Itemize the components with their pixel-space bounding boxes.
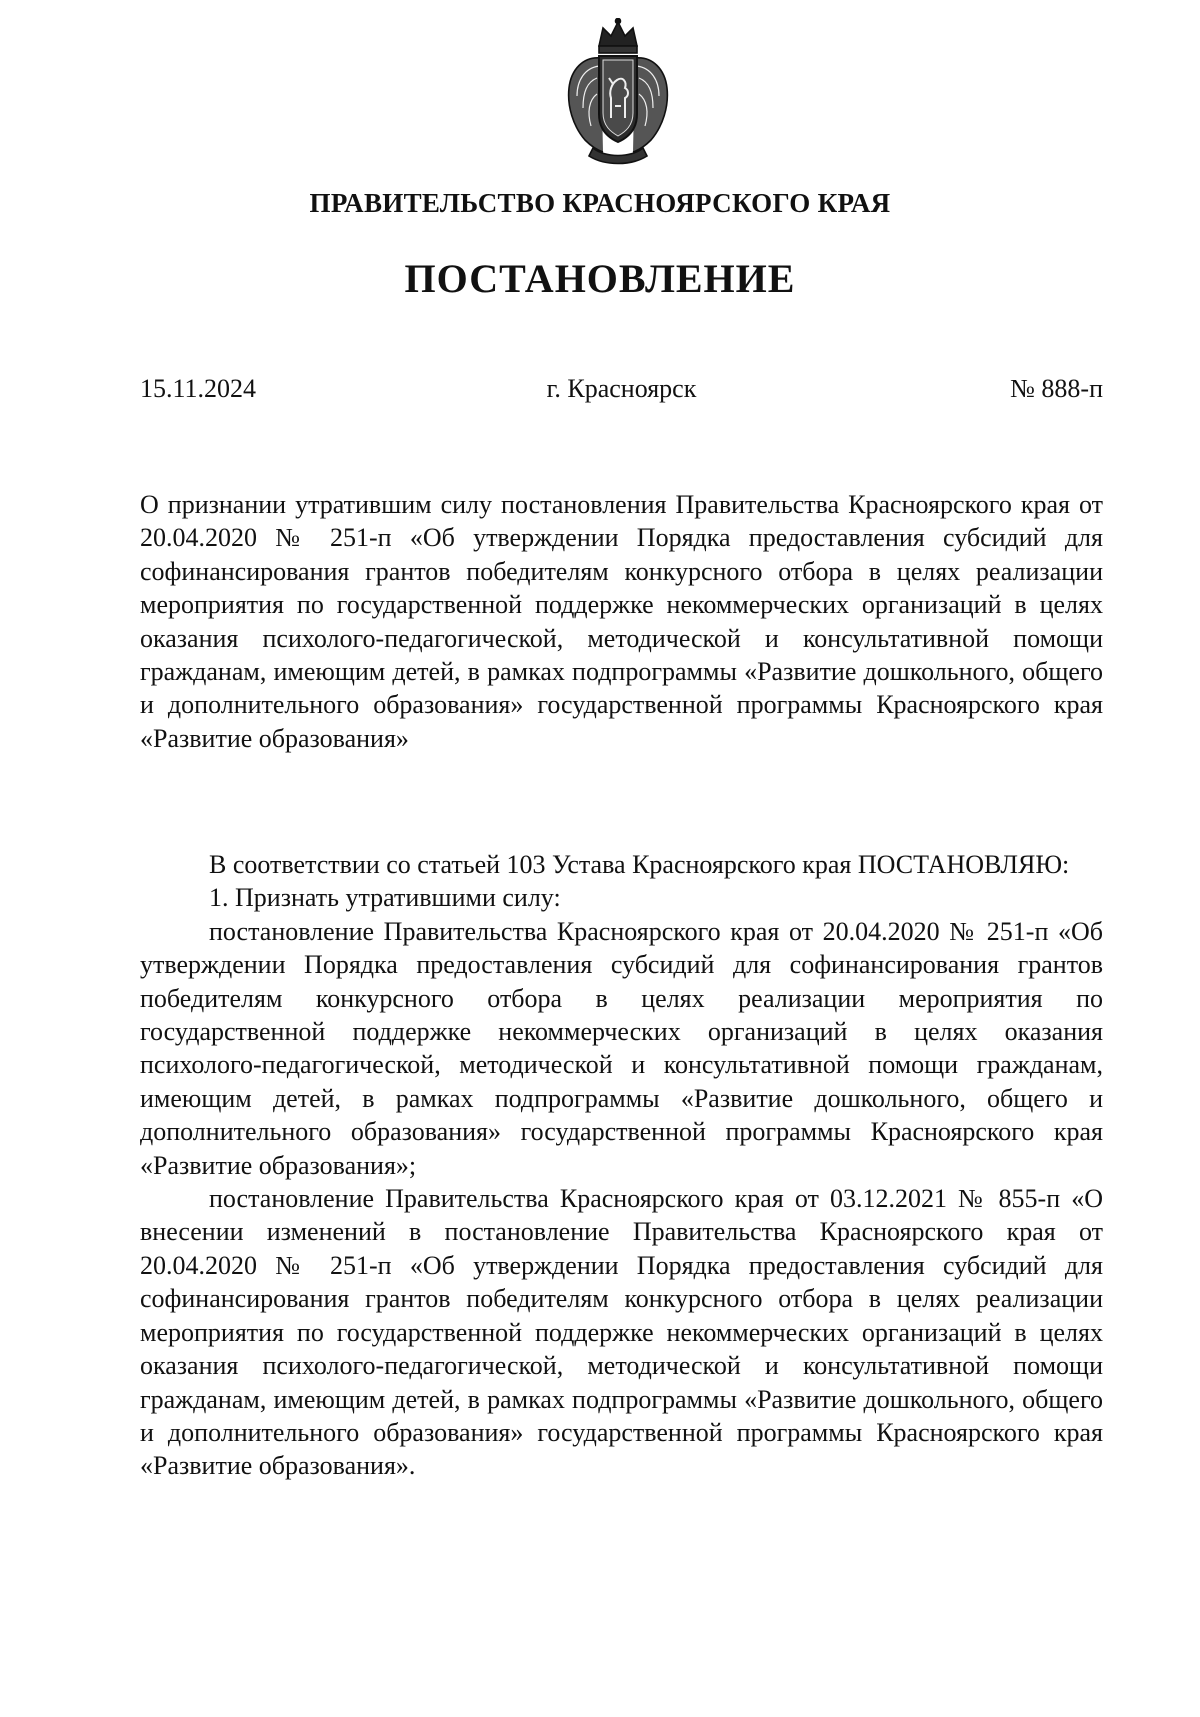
document-city: г. Красноярск xyxy=(546,374,697,403)
repealed-act-1-paragraph: постановление Правительства Красноярского края от 20.04.2020 № 251-п «Об утверждении Порядка предоставления субсидий для софинансирования грантов победителям конкурсного отбора в целях реализации мероприятия по государственной поддержке некоммерческих организаций в целях оказания психолого-педагогической, методической и консультативной помощи гражданам, имеющим детей, в рамках подпрограммы «Развитие дошкольного, общего и дополнительного образования» государственной программы Красноярского края «Развитие образования»; xyxy=(140,916,1103,1180)
subject-text: О признании утратившим силу постановления Правительства Красноярского края от 20.04.2020 № 251-п «Об утверждении Порядка предоставления субсидий для софинансирования грантов победителям конкурсного отбора в целях реализации мероприятия по государственной поддержке некоммерческих организаций в целях оказания психолого-педагогической, методической и консультативной помощи гражданам, имеющим детей, в рамках подпрограммы «Развитие дошкольного, общего и дополнительного образования» государственной программы Красноярского края «Развитие образования» xyxy=(140,490,1103,753)
document-body xyxy=(140,848,1103,1483)
preamble-paragraph: В соответствии со статьей 103 Устава Красноярского края ПОСТАНОВЛЯЮ: xyxy=(209,850,1070,879)
coat-of-arms-icon xyxy=(563,18,673,166)
document-number: № 888-п xyxy=(1010,374,1103,403)
repealed-act-2-paragraph: постановление Правительства Красноярского края от 03.12.2021 № 855-п «О внесении изменений в постановление Правительства Красноярского края от 20.04.2020 № 251-п «Об утверждении Порядка предоставления субсидий для софинансирования грантов победителям конкурсного отбора в целях реализации мероприятия по государственной поддержке некоммерческих организаций в целях оказания психолого-педагогической, методической и консультативной помощи гражданам, имеющим детей, в рамках подпрограммы «Развитие дошкольного, общего и дополнительного образования» государственной программы Красноярского края «Развитие образования». xyxy=(140,1184,1103,1481)
item-1-paragraph: 1. Признать утратившими силу: xyxy=(209,883,561,913)
government-title: ПРАВИТЕЛЬСТВО КРАСНОЯРСКОГО КРАЯ xyxy=(309,188,891,218)
document-type-title: ПОСТАНОВЛЕНИЕ xyxy=(404,256,796,301)
document-subject xyxy=(140,488,1103,755)
document-date: 15.11.2024 xyxy=(140,374,257,403)
document-meta-row xyxy=(140,374,1103,406)
